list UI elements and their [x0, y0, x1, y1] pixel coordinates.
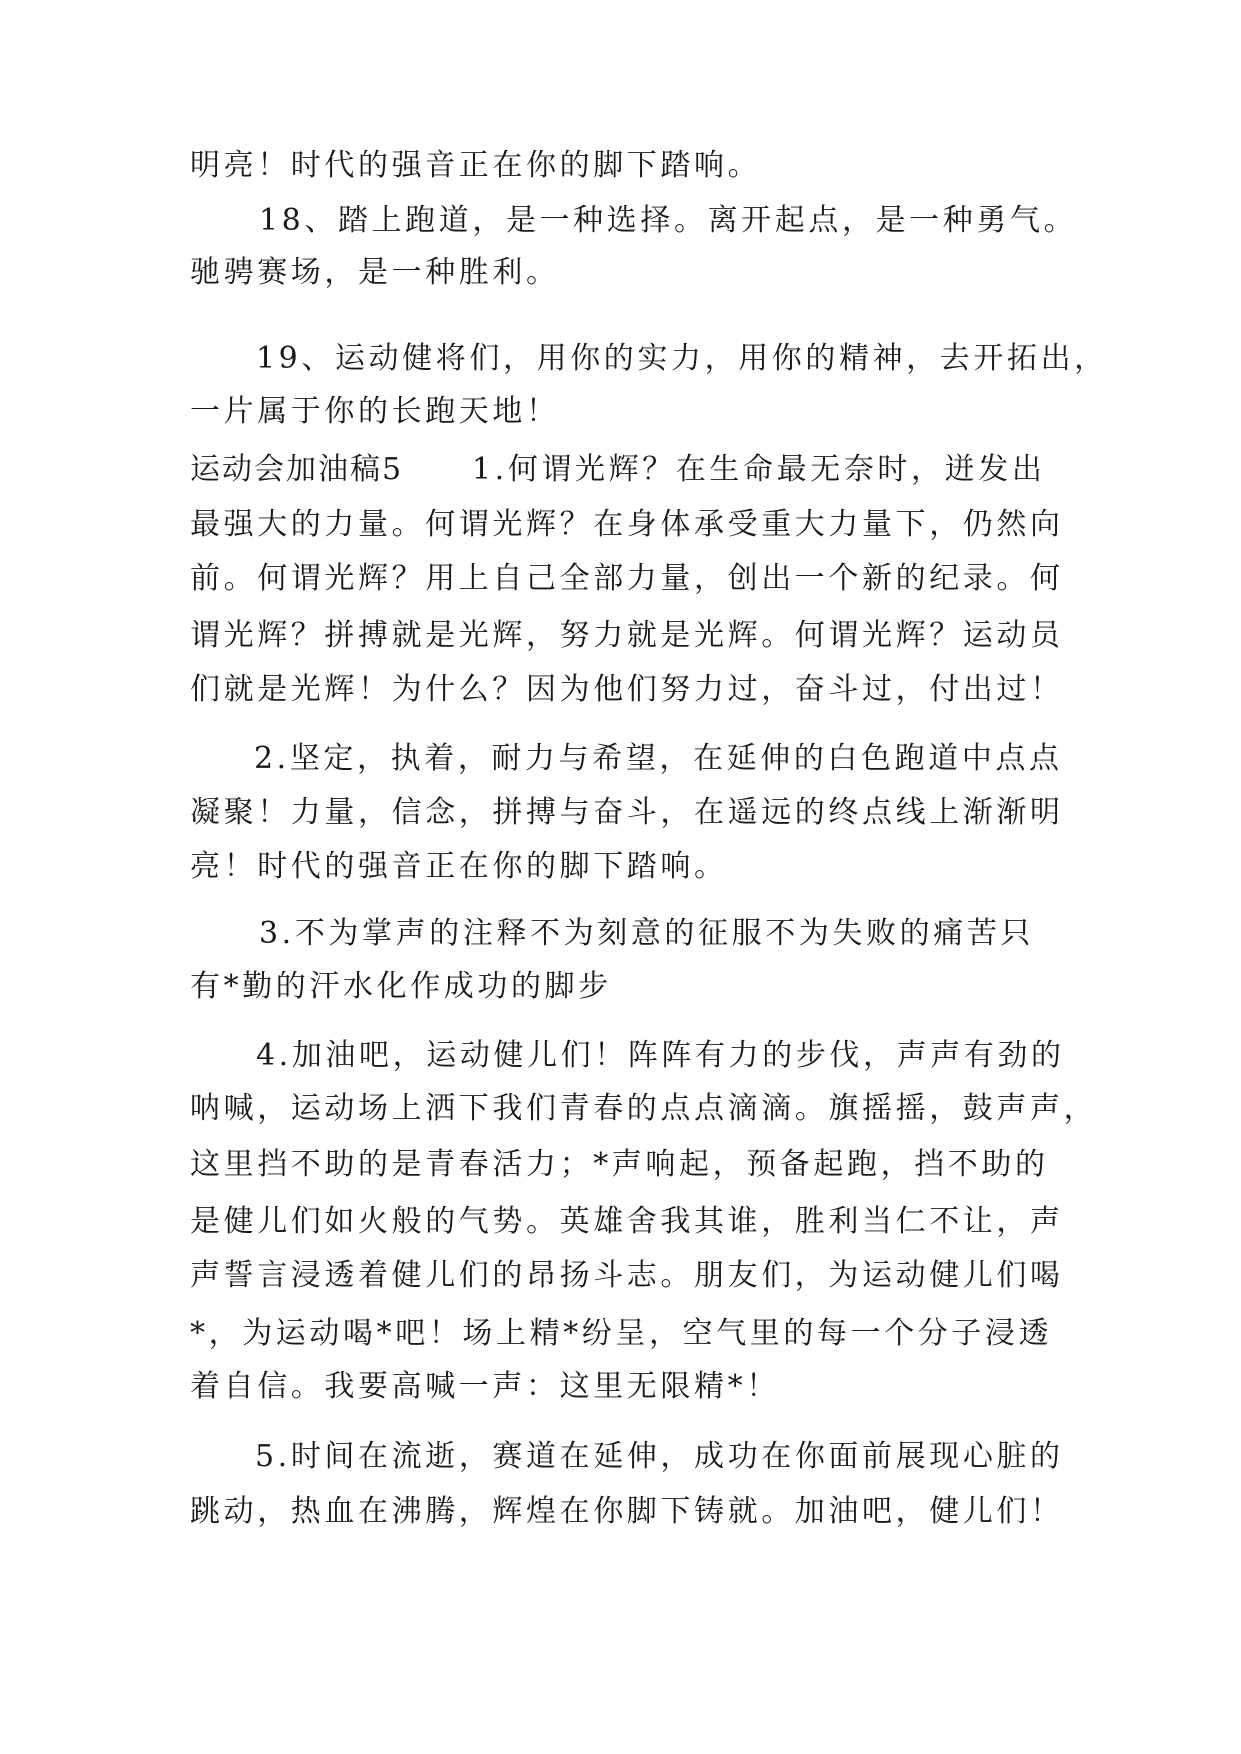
text-line: 1.何谓光辉？在生命最无奈时，迸发出	[472, 452, 1046, 487]
text-line: 这里挡不助的是青春活力；*声响起，预备起跑，挡不助的	[190, 1147, 1049, 1182]
text-line: 明亮！时代的强音正在你的脚下踏响。	[190, 148, 762, 183]
text-line: 3.不为掌声的注释不为刻意的征服不为失败的痛苦只	[259, 916, 1035, 951]
text-line: 最强大的力量。何谓光辉？在身体承受重大力量下，仍然向	[190, 507, 1064, 542]
text-line: 前。何谓光辉？用上自己全部力量，创出一个新的纪录。何	[190, 561, 1064, 596]
text-line: 着自信。我要高喊一声：这里无限精*！	[190, 1369, 780, 1404]
text-line: 有*勤的汗水化作成功的脚步	[190, 969, 612, 1004]
text-line: 2.坚定，执着，耐力与希望，在延伸的白色跑道中点点	[254, 741, 1063, 776]
text-line: 18、踏上跑道，是一种选择。离开起点，是一种勇气。	[259, 203, 1078, 238]
section-heading: 运动会加油稿5	[190, 452, 404, 487]
text-line: 5.时间在流逝，赛道在延伸，成功在你面前展现心脏的	[255, 1439, 1064, 1474]
text-line: 谓光辉？拼搏就是光辉，努力就是光辉。何谓光辉？运动员	[190, 618, 1064, 653]
text-line: 跳动，热血在沸腾，辉煌在你脚下铸就。加油吧，健儿们！	[190, 1494, 1064, 1529]
text-line: 是健儿们如火般的气势。英雄舍我其谁，胜利当仁不让，声	[190, 1204, 1064, 1239]
text-line: 4.加油吧，运动健儿们！阵阵有力的步伐，声声有劲的	[256, 1038, 1065, 1073]
text-line: 呐喊，运动场上洒下我们青春的点点滴滴。旗摇摇，鼓声声，	[190, 1091, 1098, 1126]
text-line: 亮！时代的强音正在你的脚下踏响。	[190, 849, 728, 884]
section-heading-line	[190, 450, 1045, 490]
text-line: 19、运动健将们，用你的实力，用你的精神，去开拓出，	[256, 341, 1108, 376]
text-line: 声誓言浸透着健儿们的昂扬斗志。朋友们，为运动健儿们喝	[190, 1258, 1064, 1293]
text-line: *，为运动喝*吧！场上精*纷呈，空气里的每一个分子浸透	[190, 1316, 1053, 1351]
text-line: 驰骋赛场，是一种胜利。	[190, 255, 560, 290]
text-line: 凝聚！力量，信念，拼搏与奋斗，在遥远的终点线上渐渐明	[190, 795, 1064, 830]
text-line: 一片属于你的长跑天地！	[190, 394, 560, 429]
text-line: 们就是光辉！为什么？因为他们努力过，奋斗过，付出过！	[190, 672, 1064, 707]
